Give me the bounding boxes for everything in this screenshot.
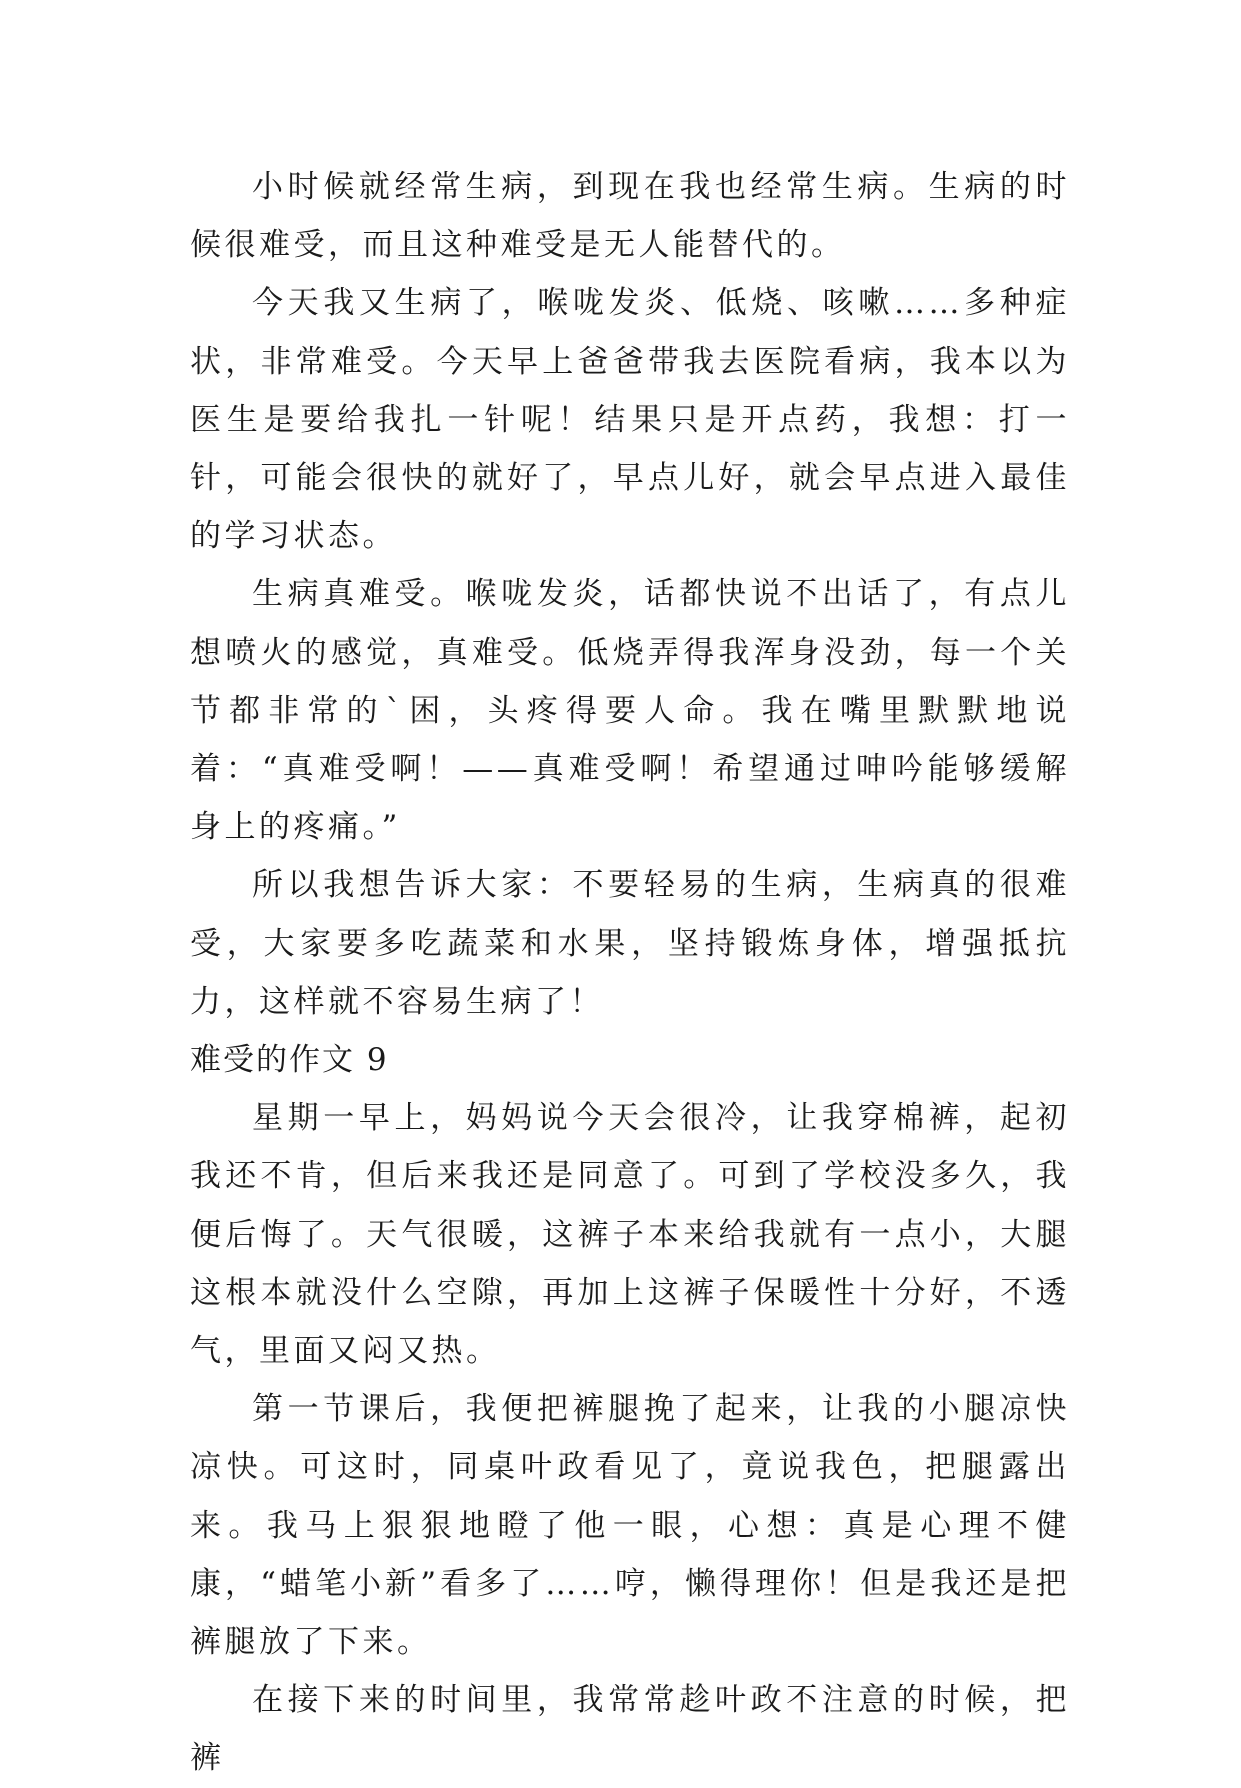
paragraph: 今天我又生病了，喉咙发炎、低烧、咳嗽……多种症状，非常难受。今天早上爸爸带我去医院看病，我本以为医生是要给我扎一针呢！结果只是开点药，我想：打一针，可能会很快的就好了，早点儿好，就会早点进入最佳的学习状态。 <box>190 285 1070 555</box>
paragraph: 第一节课后，我便把裤腿挽了起来，让我的小腿凉快凉快。可这时，同桌叶政看见了，竟说我色，把腿露出来。我马上狠狠地瞪了他一眼，心想：真是心理不健康，“蜡笔小新”看多了……哼，懒得理你！但是我还是把裤腿放了下来。 <box>190 1391 1070 1661</box>
paragraph: 生病真难受。喉咙发炎，话都快说不出话了，有点儿想喷火的感觉，真难受。低烧弄得我浑身没劲，每一个关节都非常的`困，头疼得要人命。我在嘴里默默地说着：“真难受啊！——真难受啊！希望通过呻吟能够缓解身上的疼痛。” <box>190 576 1070 846</box>
paragraph: 小时候就经常生病，到现在我也经常生病。生病的时候很难受，而且这种难受是无人能替代的。 <box>190 169 1070 264</box>
paragraph: 所以我想告诉大家：不要轻易的生病，生病真的很难受，大家要多吃蔬菜和水果，坚持锻炼身体，增强抵抗力，这样就不容易生病了！ <box>190 867 1070 1020</box>
document-body <box>190 158 1070 1788</box>
paragraph: 星期一早上，妈妈说今天会很冷，让我穿棉裤，起初我还不肯，但后来我还是同意了。可到了学校没多久，我便后悔了。天气很暖，这裤子本来给我就有一点小，大腿这根本就没什么空隙，再加上这裤子保暖性十分好，不透气，里面又闷又热。 <box>190 1100 1070 1370</box>
section-title: 难受的作文 9 <box>190 1042 389 1079</box>
paragraph: 在接下来的时间里，我常常趁叶政不注意的时候，把裤 <box>190 1682 1070 1777</box>
